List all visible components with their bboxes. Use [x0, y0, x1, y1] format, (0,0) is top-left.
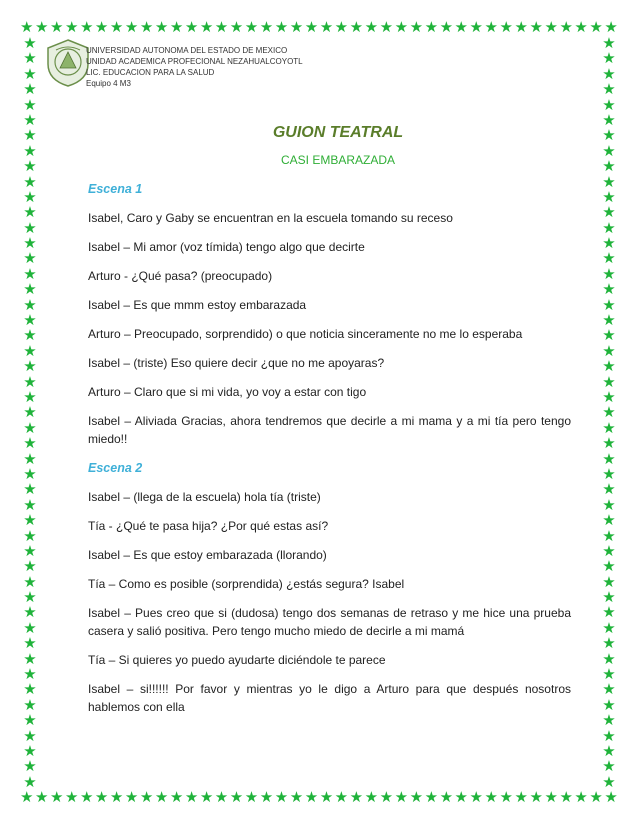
script-line: Isabel – Mi amor (voz tímida) tengo algo que decirte — [88, 240, 365, 254]
script-line: Isabel – Es que estoy embarazada (llorando) — [88, 548, 327, 562]
star-icon: ★ — [289, 790, 304, 806]
star-icon: ★ — [454, 20, 468, 36]
star-icon: ★ — [454, 790, 468, 806]
script-body — [88, 180, 571, 727]
star-icon: ★ — [589, 20, 603, 36]
star-icon: ★ — [23, 81, 37, 99]
star-icon: ★ — [244, 790, 259, 806]
star-icon: ★ — [409, 20, 424, 36]
star-icon: ★ — [109, 20, 124, 36]
star-icon: ★ — [602, 404, 616, 422]
star-icon: ★ — [602, 635, 616, 653]
star-icon: ★ — [23, 650, 37, 668]
star-icon: ★ — [23, 327, 37, 345]
star-icon: ★ — [23, 573, 37, 591]
star-icon: ★ — [602, 50, 616, 68]
star-icon: ★ — [484, 790, 498, 806]
star-icon: ★ — [602, 666, 616, 684]
star-icon: ★ — [544, 20, 558, 36]
star-icon: ★ — [23, 558, 37, 576]
star-icon: ★ — [23, 465, 37, 483]
star-icon: ★ — [604, 20, 618, 36]
star-icon: ★ — [394, 20, 409, 36]
star-icon: ★ — [23, 342, 37, 360]
script-line: Arturo – Preocupado, sorprendido) o que noticia sinceramente no me lo esperaba — [88, 327, 523, 341]
star-icon: ★ — [602, 727, 616, 745]
star-icon: ★ — [602, 742, 616, 760]
star-icon: ★ — [602, 342, 616, 360]
institution-header — [86, 45, 303, 89]
star-icon: ★ — [23, 142, 37, 160]
star-icon: ★ — [574, 20, 588, 36]
star-icon: ★ — [79, 20, 94, 36]
star-icon: ★ — [602, 373, 616, 391]
star-icon: ★ — [64, 790, 79, 806]
star-icon: ★ — [259, 20, 274, 36]
star-icon: ★ — [544, 790, 558, 806]
star-icon: ★ — [34, 20, 49, 36]
header-line-team: Equipo 4 M3 — [86, 79, 131, 88]
star-icon: ★ — [499, 790, 513, 806]
star-icon: ★ — [23, 727, 37, 745]
star-icon: ★ — [559, 20, 573, 36]
star-icon: ★ — [23, 65, 37, 83]
star-icon: ★ — [602, 527, 616, 545]
star-icon: ★ — [602, 250, 616, 268]
star-icon: ★ — [109, 790, 124, 806]
star-icon: ★ — [364, 20, 379, 36]
star-icon: ★ — [20, 790, 34, 806]
star-icon: ★ — [574, 790, 588, 806]
star-icon: ★ — [244, 20, 259, 36]
star-icon: ★ — [602, 235, 616, 253]
star-icon: ★ — [602, 773, 616, 790]
star-icon: ★ — [23, 219, 37, 237]
star-icon: ★ — [23, 481, 37, 499]
star-icon: ★ — [23, 666, 37, 684]
star-icon: ★ — [602, 327, 616, 345]
star-icon: ★ — [139, 20, 154, 36]
star-icon: ★ — [602, 158, 616, 176]
star-icon: ★ — [602, 481, 616, 499]
star-icon: ★ — [169, 790, 184, 806]
border-left — [22, 36, 38, 790]
star-icon: ★ — [214, 790, 229, 806]
star-icon: ★ — [589, 790, 603, 806]
star-icon: ★ — [602, 358, 616, 376]
star-icon: ★ — [124, 20, 139, 36]
star-icon: ★ — [602, 589, 616, 607]
script-line: Isabel – Es que mmm estoy embarazada — [88, 298, 307, 312]
script-line: Isabel – (triste) Eso quiere decir ¿que no me apoyaras? — [88, 356, 385, 370]
document-subtitle: CASI EMBARAZADA — [280, 153, 396, 167]
star-icon: ★ — [199, 790, 214, 806]
star-icon: ★ — [602, 496, 616, 514]
star-icon: ★ — [602, 111, 616, 129]
star-icon: ★ — [602, 265, 616, 283]
star-icon: ★ — [139, 790, 154, 806]
star-icon: ★ — [602, 542, 616, 560]
star-icon: ★ — [379, 20, 394, 36]
star-icon: ★ — [94, 790, 109, 806]
border-top — [20, 20, 618, 36]
star-icon: ★ — [602, 36, 616, 52]
border-right — [601, 36, 617, 790]
star-icon: ★ — [514, 790, 528, 806]
star-icon: ★ — [289, 20, 304, 36]
star-icon: ★ — [23, 773, 37, 790]
star-icon: ★ — [469, 20, 483, 36]
star-icon: ★ — [334, 20, 349, 36]
star-icon: ★ — [499, 20, 513, 36]
star-icon: ★ — [169, 20, 184, 36]
star-icon: ★ — [23, 358, 37, 376]
star-icon: ★ — [364, 790, 379, 806]
header-line-unit: UNIDAD ACADEMICA PROFECIONAL NEZAHUALCOYOTL — [86, 57, 303, 66]
star-icon: ★ — [23, 512, 37, 530]
star-icon: ★ — [23, 419, 37, 437]
header-line-program: LIC. EDUCACION PARA LA SALUD — [86, 68, 215, 77]
star-icon: ★ — [23, 712, 37, 730]
star-icon: ★ — [602, 419, 616, 437]
star-icon: ★ — [602, 696, 616, 714]
star-icon: ★ — [602, 312, 616, 330]
star-icon: ★ — [602, 650, 616, 668]
star-icon: ★ — [602, 65, 616, 83]
star-icon: ★ — [23, 742, 37, 760]
star-icon: ★ — [23, 681, 37, 699]
script-line: Isabel – (llega de la escuela) hola tía (triste) — [88, 490, 321, 504]
star-icon: ★ — [409, 790, 424, 806]
star-icon: ★ — [23, 36, 37, 52]
script-line: Arturo - ¿Qué pasa? (preocupado) — [88, 269, 273, 283]
star-icon: ★ — [23, 619, 37, 637]
star-icon: ★ — [602, 142, 616, 160]
star-icon: ★ — [23, 281, 37, 299]
star-icon: ★ — [23, 204, 37, 222]
star-icon: ★ — [229, 790, 244, 806]
star-icon: ★ — [304, 20, 319, 36]
star-icon: ★ — [602, 573, 616, 591]
star-icon: ★ — [319, 790, 334, 806]
star-icon: ★ — [602, 712, 616, 730]
star-icon: ★ — [23, 96, 37, 114]
star-icon: ★ — [602, 512, 616, 530]
script-line: Tía – Si quieres yo puedo ayudarte diciéndole te parece — [88, 653, 386, 667]
scene-heading: Escena 1 — [88, 182, 143, 196]
star-icon: ★ — [23, 265, 37, 283]
star-icon: ★ — [334, 790, 349, 806]
star-icon: ★ — [349, 20, 364, 36]
star-icon: ★ — [23, 542, 37, 560]
star-icon: ★ — [23, 235, 37, 253]
star-icon: ★ — [379, 790, 394, 806]
star-icon: ★ — [154, 20, 169, 36]
star-icon: ★ — [23, 527, 37, 545]
star-icon: ★ — [529, 20, 543, 36]
star-icon: ★ — [23, 496, 37, 514]
script-line: Tía – Como es posible (sorprendida) ¿estás segura? Isabel — [88, 577, 405, 591]
script-line: Isabel – Pues creo que si (dudosa) tengo dos semanas de retraso y me hice una prueba casera y salió positiva. Pero tengo mucho miedo de decirle a mi mamá — [88, 606, 571, 638]
star-icon: ★ — [199, 20, 214, 36]
star-icon: ★ — [529, 790, 543, 806]
star-icon: ★ — [23, 296, 37, 314]
document-title: GUION TEATRAL — [272, 124, 404, 141]
star-icon: ★ — [259, 790, 274, 806]
star-icon: ★ — [602, 604, 616, 622]
script-line: Isabel – Aliviada Gracias, ahora tendremos que decirle a mi mama y a mi tía pero tengo miedo!! — [88, 414, 571, 446]
script-line: Isabel – si!!!!!! Por favor y mientras yo le digo a Arturo para que después nosotros hablemos con ella — [88, 682, 571, 714]
star-icon: ★ — [23, 758, 37, 776]
star-icon: ★ — [184, 790, 199, 806]
star-icon: ★ — [23, 50, 37, 68]
star-icon: ★ — [23, 188, 37, 206]
star-icon: ★ — [439, 790, 454, 806]
star-icon: ★ — [229, 20, 244, 36]
star-icon: ★ — [602, 281, 616, 299]
star-icon: ★ — [23, 435, 37, 453]
star-icon: ★ — [23, 635, 37, 653]
border-bottom — [20, 790, 618, 806]
star-icon: ★ — [559, 790, 573, 806]
university-seal-icon — [44, 38, 92, 88]
star-icon: ★ — [424, 20, 439, 36]
star-icon: ★ — [602, 204, 616, 222]
star-icon: ★ — [124, 790, 139, 806]
star-icon: ★ — [23, 450, 37, 468]
star-icon: ★ — [469, 790, 483, 806]
star-icon: ★ — [23, 589, 37, 607]
header-line-university: UNIVERSIDAD AUTONOMA DEL ESTADO DE MEXICO — [86, 46, 288, 55]
star-icon: ★ — [184, 20, 199, 36]
star-icon: ★ — [424, 790, 439, 806]
star-icon: ★ — [602, 558, 616, 576]
star-icon: ★ — [602, 188, 616, 206]
star-icon: ★ — [23, 127, 37, 145]
star-icon: ★ — [274, 790, 289, 806]
star-icon: ★ — [49, 790, 64, 806]
star-icon: ★ — [23, 158, 37, 176]
star-icon: ★ — [394, 790, 409, 806]
star-icon: ★ — [23, 173, 37, 191]
star-icon: ★ — [23, 388, 37, 406]
star-icon: ★ — [602, 173, 616, 191]
star-icon: ★ — [602, 296, 616, 314]
star-icon: ★ — [602, 127, 616, 145]
star-icon: ★ — [514, 20, 528, 36]
star-icon: ★ — [602, 758, 616, 776]
star-icon: ★ — [602, 96, 616, 114]
star-icon: ★ — [349, 790, 364, 806]
star-icon: ★ — [274, 20, 289, 36]
star-icon: ★ — [602, 681, 616, 699]
star-icon: ★ — [214, 20, 229, 36]
star-icon: ★ — [79, 790, 94, 806]
star-icon: ★ — [20, 20, 34, 36]
star-icon: ★ — [439, 20, 454, 36]
star-icon: ★ — [484, 20, 498, 36]
star-icon: ★ — [602, 81, 616, 99]
star-icon: ★ — [604, 790, 618, 806]
star-icon: ★ — [49, 20, 64, 36]
star-icon: ★ — [23, 604, 37, 622]
star-icon: ★ — [23, 373, 37, 391]
script-line: Tía - ¿Qué te pasa hija? ¿Por qué estas así? — [88, 519, 329, 533]
star-icon: ★ — [319, 20, 334, 36]
star-icon: ★ — [23, 696, 37, 714]
star-icon: ★ — [602, 619, 616, 637]
star-icon: ★ — [154, 790, 169, 806]
scene-heading: Escena 2 — [88, 461, 143, 475]
star-icon: ★ — [94, 20, 109, 36]
star-icon: ★ — [23, 250, 37, 268]
star-icon: ★ — [23, 111, 37, 129]
star-icon: ★ — [602, 219, 616, 237]
star-icon: ★ — [34, 790, 49, 806]
star-icon: ★ — [64, 20, 79, 36]
star-icon: ★ — [23, 404, 37, 422]
script-line: Isabel, Caro y Gaby se encuentran en la escuela tomando su receso — [88, 211, 453, 225]
star-icon: ★ — [602, 450, 616, 468]
star-icon: ★ — [602, 435, 616, 453]
star-icon: ★ — [602, 388, 616, 406]
star-icon: ★ — [304, 790, 319, 806]
script-line: Arturo – Claro que si mi vida, yo voy a estar con tigo — [88, 385, 367, 399]
star-icon: ★ — [23, 312, 37, 330]
star-icon: ★ — [602, 465, 616, 483]
